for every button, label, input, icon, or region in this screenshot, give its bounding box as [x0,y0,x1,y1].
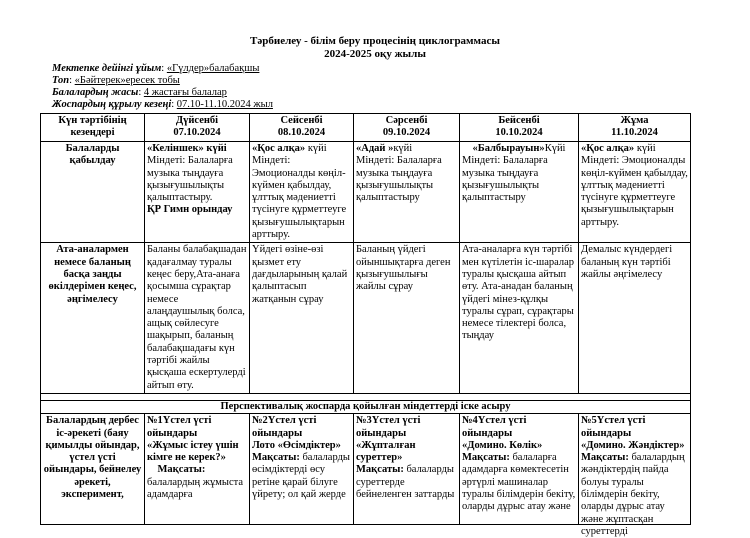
section-heading: Перспективалық жоспарда қойылған міндеттерді іске асыру [41,400,691,413]
header-day-wednesday: Сәрсенбі 09.10.2024 [354,114,460,142]
cyclogram-table [40,113,691,537]
document-title: Тәрбиелеу - білім беру процесінің циклограммасы [250,35,500,47]
cell-reception-tuesday: «Қос алқа» күйі Міндеті: Эмоционалды көңіл-күймен қабылдау, ұлттық мәдениетті түсінуге құрметтеуге қызығушылықтарын арттыру. [250,142,354,243]
cell-activities-monday: №1Үстел үсті ойындары «Жұмыс істеу үшін кімге не керек?» Мақсаты: балалардың жұмыста адамдарға [145,414,250,525]
cell-activities-friday: №5Үстел үсті ойындары «Домино. Жәндіктер» Мақсаты: балалардың жәндіктердің пайда болуы туралы білімдерін бекіту, оларды дұрыс атау және жұптасқан суреттерді [579,414,691,525]
cell-reception-wednesday: «Адай »күйі Міндеті: Балаларға музыка тыңдауға қызығушылықты қалыптастыру [354,142,460,243]
cell-parents-thursday: Ата-аналарға күн тәртібі мен күтілетін іс-шаралар туралы қысқаша айтып өту. Ата-анадан баланың үйдегі мінез-құлқы туралы сұрап, сұрақтары немесе тілектері болса, тыңдау [460,243,579,394]
table-row-spacer [41,393,691,400]
table-row-activities [41,414,691,525]
academic-year: 2024-2025 оқу жылы [324,48,426,60]
cell-activities-thursday: №4Үстел үсті ойындары «Домино. Көлік» Мақсаты: балаларға адамдарға көмектесетін әртүрлі машиналар туралы білімдерін бекіту, оларды дұрыс атау және [460,414,579,525]
table-row-parents [41,243,691,394]
header-day-monday: Дүйсенбі 07.10.2024 [145,114,250,142]
header-stage: Күн тәртібінің кезеңдері [41,114,145,142]
cell-parents-tuesday: Үйдегі өзіне-өзі қызмет ету дағдыларының қалай қалыптасып жатқанын сұрау [250,243,354,394]
cell-reception-monday: «Келіншек» күйі Міндеті: Балаларға музыка тыңдауға қызығушылықты қалыптастыру. ҚР Гимн орындау [145,142,250,243]
cell-parents-wednesday: Баланың үйдегі ойыншықтарға деген қызығушылығы жайлы сұрау [354,243,460,394]
table-header-row [41,114,691,142]
table-row-reception [41,142,691,243]
header-day-thursday: Бейсенбі 10.10.2024 [460,114,579,142]
row-label-parents: Ата-аналармен немесе баланың басқа заңды өкілдерімен кеңес, әңгімелесу [41,243,145,394]
cell-reception-thursday: «Балбырауын»Күйі Міндеті: Балаларға музыка тыңдауға қызығушылықты қалыптастыру [460,142,579,243]
meta-group: Топ: «Бәйтерек»ересек тобы [52,75,180,86]
row-label-reception: Балаларды қабылдау [41,142,145,243]
cell-activities-wednesday: №3Үстел үсті ойындары «Жұпталған суреттер» Мақсаты: балаларды суреттерде бейнеленген заттарды [354,414,460,525]
cell-parents-monday: Баланы балабақшадан қадағалмау туралы кеңес беру,Ата-анаға қосымша сұрақтар немесе алаңдаушылық болса, ащық сөйлесуге шақырып, баланың балабақшадағы күн тәртібі жайлы қысқаша ескертулерді айтып өту. [145,243,250,394]
cell-parents-friday: Демалыс күндердегі баланың күн тәртібі жайлы әңгімелесу [579,243,691,394]
row-label-activities: Балалардың дербес іс-әрекеті (баяу қимылды ойындар, үстел үсті ойындары, бейнелеу әрекеті, эксперимент, [41,414,145,525]
cell-activities-tuesday: №2Үстел үсті ойындары Лото «Өсімдіктер» Мақсаты: балаларды өсімдіктерді өсу ретіне қарай білуге үйрету; ол қай жерде [250,414,354,525]
table-row-section [41,400,691,413]
meta-age: Балалардың жасы: 4 жастағы балалар [52,87,227,98]
cell-reception-friday: «Қос алқа» күйі Міндеті: Эмоционалды көңіл-күймен қабылдау, ұлттық мәдениетті түсінуге құрметтеуге қызығушылықтарын арттыру. [579,142,691,243]
header-day-tuesday: Сейсенбі 08.10.2024 [250,114,354,142]
header-day-friday: Жұма 11.10.2024 [579,114,691,142]
meta-organization: Мектепке дейінгі ұйым: «Гүлдер»балабақшы [52,63,260,74]
meta-period: Жоспардың құрылу кезеңі: 07.10-11.10.2024 жыл [52,99,273,110]
